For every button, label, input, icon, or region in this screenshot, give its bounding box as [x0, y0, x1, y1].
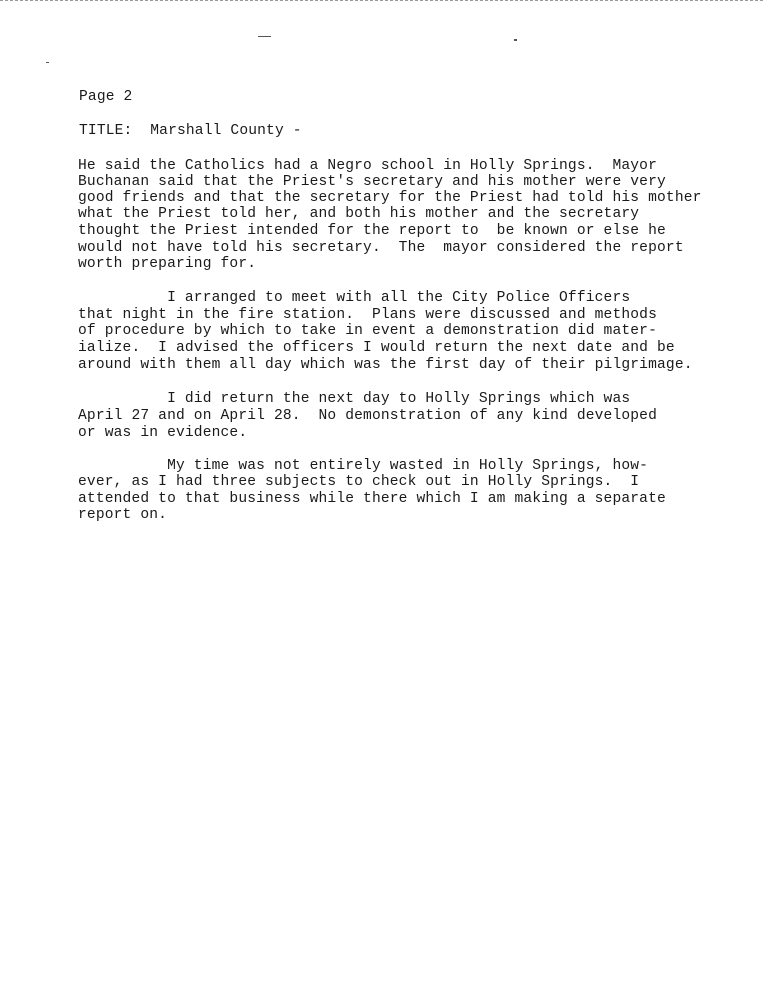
text-line: thought the Priest intended for the report to be known or else he: [78, 223, 666, 239]
text-line: of procedure by which to take in event a demonstration did mater-: [78, 323, 657, 339]
text-line: would not have told his secretary. The mayor considered the report: [78, 240, 684, 256]
text-line: April 27 and on April 28. No demonstration of any kind developed: [78, 408, 657, 424]
text-line: I did return the next day to Holly Springs which was: [78, 391, 631, 407]
text-line: ialize. I advised the officers I would return the next date and be: [78, 340, 675, 356]
document-title: TITLE: Marshall County -: [79, 123, 302, 139]
scan-mark: [46, 62, 49, 63]
text-line: good friends and that the secretary for the Priest had told his mother: [78, 190, 702, 206]
page-top-edge: [0, 0, 763, 7]
text-line: or was in evidence.: [78, 425, 248, 441]
text-line: attended to that business while there which I am making a separate: [78, 491, 666, 507]
text-line: I arranged to meet with all the City Police Officers: [78, 290, 631, 306]
text-line: ever, as I had three subjects to check out in Holly Springs. I: [78, 474, 640, 490]
text-line: report on.: [78, 507, 168, 523]
text-line: what the Priest told her, and both his mother and the secretary: [78, 206, 640, 222]
text-line: My time was not entirely wasted in Holly Springs, how-: [78, 458, 649, 474]
page-number: Page 2: [79, 89, 133, 105]
text-line: worth preparing for.: [78, 256, 257, 272]
text-line: around with them all day which was the first day of their pilgrimage.: [78, 357, 693, 373]
scan-mark: [258, 36, 271, 37]
text-line: that night in the fire station. Plans were discussed and methods: [78, 307, 657, 323]
scan-mark: [514, 39, 517, 41]
text-line: He said the Catholics had a Negro school in Holly Springs. Mayor: [78, 158, 657, 174]
text-line: Buchanan said that the Priest's secretary and his mother were very: [78, 174, 666, 190]
